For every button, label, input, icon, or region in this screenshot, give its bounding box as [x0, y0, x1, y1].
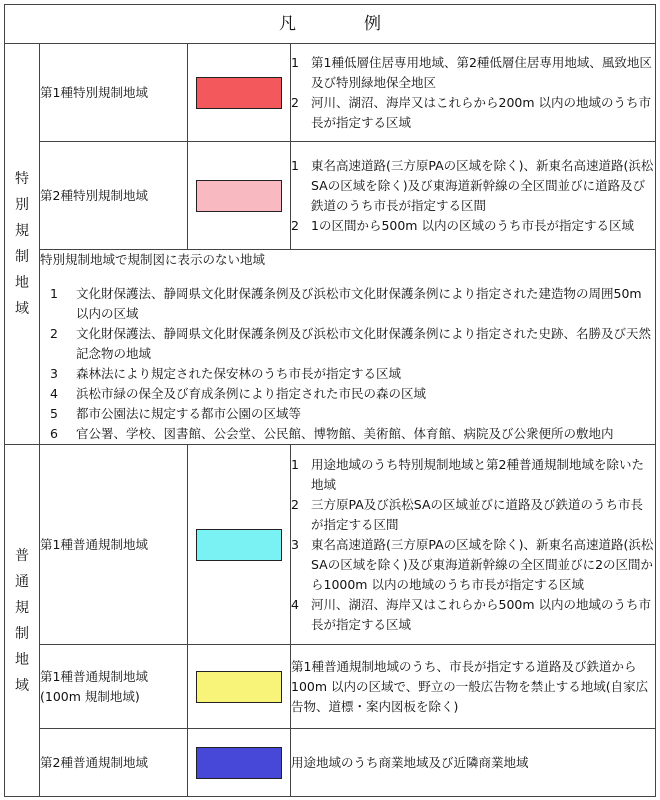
item-number: 1: [291, 54, 299, 70]
zone-name-special-1: 第1種特別規制地域: [40, 44, 188, 142]
zone-name-special-2: 第2種特別規制地域: [40, 142, 188, 250]
color-swatch-special-2: [196, 180, 282, 212]
normal-group-label: [5, 445, 40, 797]
group-char: 域: [15, 301, 29, 317]
item-text: 1の区間から500m 以内の区域のうち市長が指定する区域: [311, 217, 634, 233]
legend-title: [5, 5, 656, 44]
item-number: 3: [50, 366, 58, 381]
special-group-label: [5, 44, 40, 445]
list-item: [40, 424, 655, 444]
item-number: 4: [50, 386, 58, 401]
item-text: 浜松市緑の保全及び育成条例により指定された市民の森の区域: [76, 386, 427, 401]
item-text: 東名高速道路(三方原PAの区域を除く)、新東名高速道路(浜松SAの区域を除く)及び東海道新幹線の全区間並びに道路及び鉄道のうち市長が指定する区間: [311, 157, 654, 213]
list-item: [40, 324, 655, 364]
item-number: 4: [291, 596, 299, 612]
item-text: 河川、湖沼、海岸又はこれらから500m 以内の地域のうち市長が指定する区域: [311, 596, 652, 632]
unmapped-areas: [40, 250, 656, 445]
zone-desc-normal-2: 用途地域のうち商業地域及び近隣商業地域: [291, 729, 656, 797]
color-swatch-normal-1: [196, 529, 282, 561]
item-number: 2: [291, 217, 299, 233]
group-char: 普: [15, 547, 29, 564]
group-char: 制: [15, 625, 29, 642]
item-text: 三方原PA及び浜松SAの区域並びに道路及び鉄道のうち市長が指定する区間: [311, 496, 644, 532]
group-char: 通: [15, 573, 29, 590]
item-number: 1: [291, 157, 299, 173]
zone-name-normal-100m: [40, 645, 188, 729]
item-text: 文化財保護法、静岡県文化財保護条例及び浜松市文化財保護条例により指定された建造物の周囲50m 以内の区域: [76, 286, 642, 321]
item-number: 2: [291, 496, 299, 512]
color-swatch-special-1: [196, 77, 282, 109]
item-number: 1: [50, 286, 58, 301]
zone-desc-normal-1: [291, 445, 656, 645]
zone-name-line: (100m 規制地域): [40, 688, 140, 704]
list-item: [40, 384, 655, 404]
group-char: 別: [15, 197, 29, 213]
zone-desc-normal-100m: 第1種普通規制地域のうち、市長が指定する道路及び鉄道から100m 以内の区域で、野立の一般広告物を禁止する地域(自家広告物、道標・案内図板を除く): [291, 645, 656, 729]
list-item: [291, 93, 655, 133]
item-number: 5: [50, 406, 58, 421]
group-char: 域: [15, 677, 29, 694]
list-item: [291, 535, 655, 595]
item-number: 3: [291, 536, 299, 552]
item-text: 森林法により規定された保安林のうち市長が指定する区域: [76, 366, 402, 381]
zone-desc-special-1: [291, 44, 656, 142]
item-text: 文化財保護法、静岡県文化財保護条例及び浜松市文化財保護条例により指定された史跡、名勝及び天然記念物の地域: [76, 326, 652, 361]
item-text: 第1種低層住居専用地域、第2種低層住居専用地域、風致地区及び特別緑地保全地区: [311, 54, 652, 90]
group-char: 特: [15, 171, 29, 187]
color-swatch-normal-2: [196, 747, 282, 779]
group-char: 制: [15, 249, 29, 265]
group-char: 地: [15, 651, 29, 668]
list-item: [40, 404, 655, 424]
item-number: 1: [291, 456, 299, 472]
item-number: 2: [50, 326, 58, 341]
swatch-cell: [188, 142, 291, 250]
list-item: [291, 495, 655, 535]
item-text: 官公署、学校、図書館、公会堂、公民館、博物館、美術館、体育館、病院及び公衆便所の敷地内: [76, 426, 614, 441]
legend-title-char: 例: [364, 14, 381, 34]
unmapped-heading: 特別規制地域で規制図に表示のない地域: [40, 252, 266, 267]
item-number: 6: [50, 426, 58, 441]
list-item: [291, 595, 655, 635]
swatch-cell: [188, 44, 291, 142]
item-text: 都市公園法に規定する都市公園の区域等: [76, 406, 302, 421]
group-char: 地: [15, 275, 29, 291]
list-item: [291, 455, 655, 495]
legend-table: [4, 4, 656, 797]
list-item: [291, 156, 655, 216]
group-char: 規: [15, 599, 29, 616]
list-item: [291, 53, 655, 93]
zone-desc-special-2: [291, 142, 656, 250]
item-text: 用途地域のうち特別規制地域と第2種普通規制地域を除いた地域: [311, 456, 644, 492]
zone-name-line: 第1種普通規制地域: [40, 668, 148, 684]
item-number: 2: [291, 94, 299, 110]
swatch-cell: [188, 729, 291, 797]
zone-name-normal-2: 第2種普通規制地域: [40, 729, 188, 797]
list-item: [40, 364, 655, 384]
legend-title-char: 凡: [279, 14, 296, 34]
item-text: 東名高速道路(三方原PAの区域を除く)、新東名高速道路(浜松SAの区域を除く)及び東海道新幹線の全区間並びに2の区間から1000m 以内の地域のうち市長が指定する区域: [311, 536, 654, 592]
list-item: [291, 216, 655, 236]
swatch-cell: [188, 445, 291, 645]
list-item: [40, 284, 655, 324]
item-text: 河川、湖沼、海岸又はこれらから200m 以内の地域のうち市長が指定する区域: [311, 94, 652, 130]
color-swatch-normal-100m: [196, 671, 282, 703]
zone-name-normal-1: 第1種普通規制地域: [40, 445, 188, 645]
group-char: 規: [15, 223, 29, 239]
swatch-cell: [188, 645, 291, 729]
